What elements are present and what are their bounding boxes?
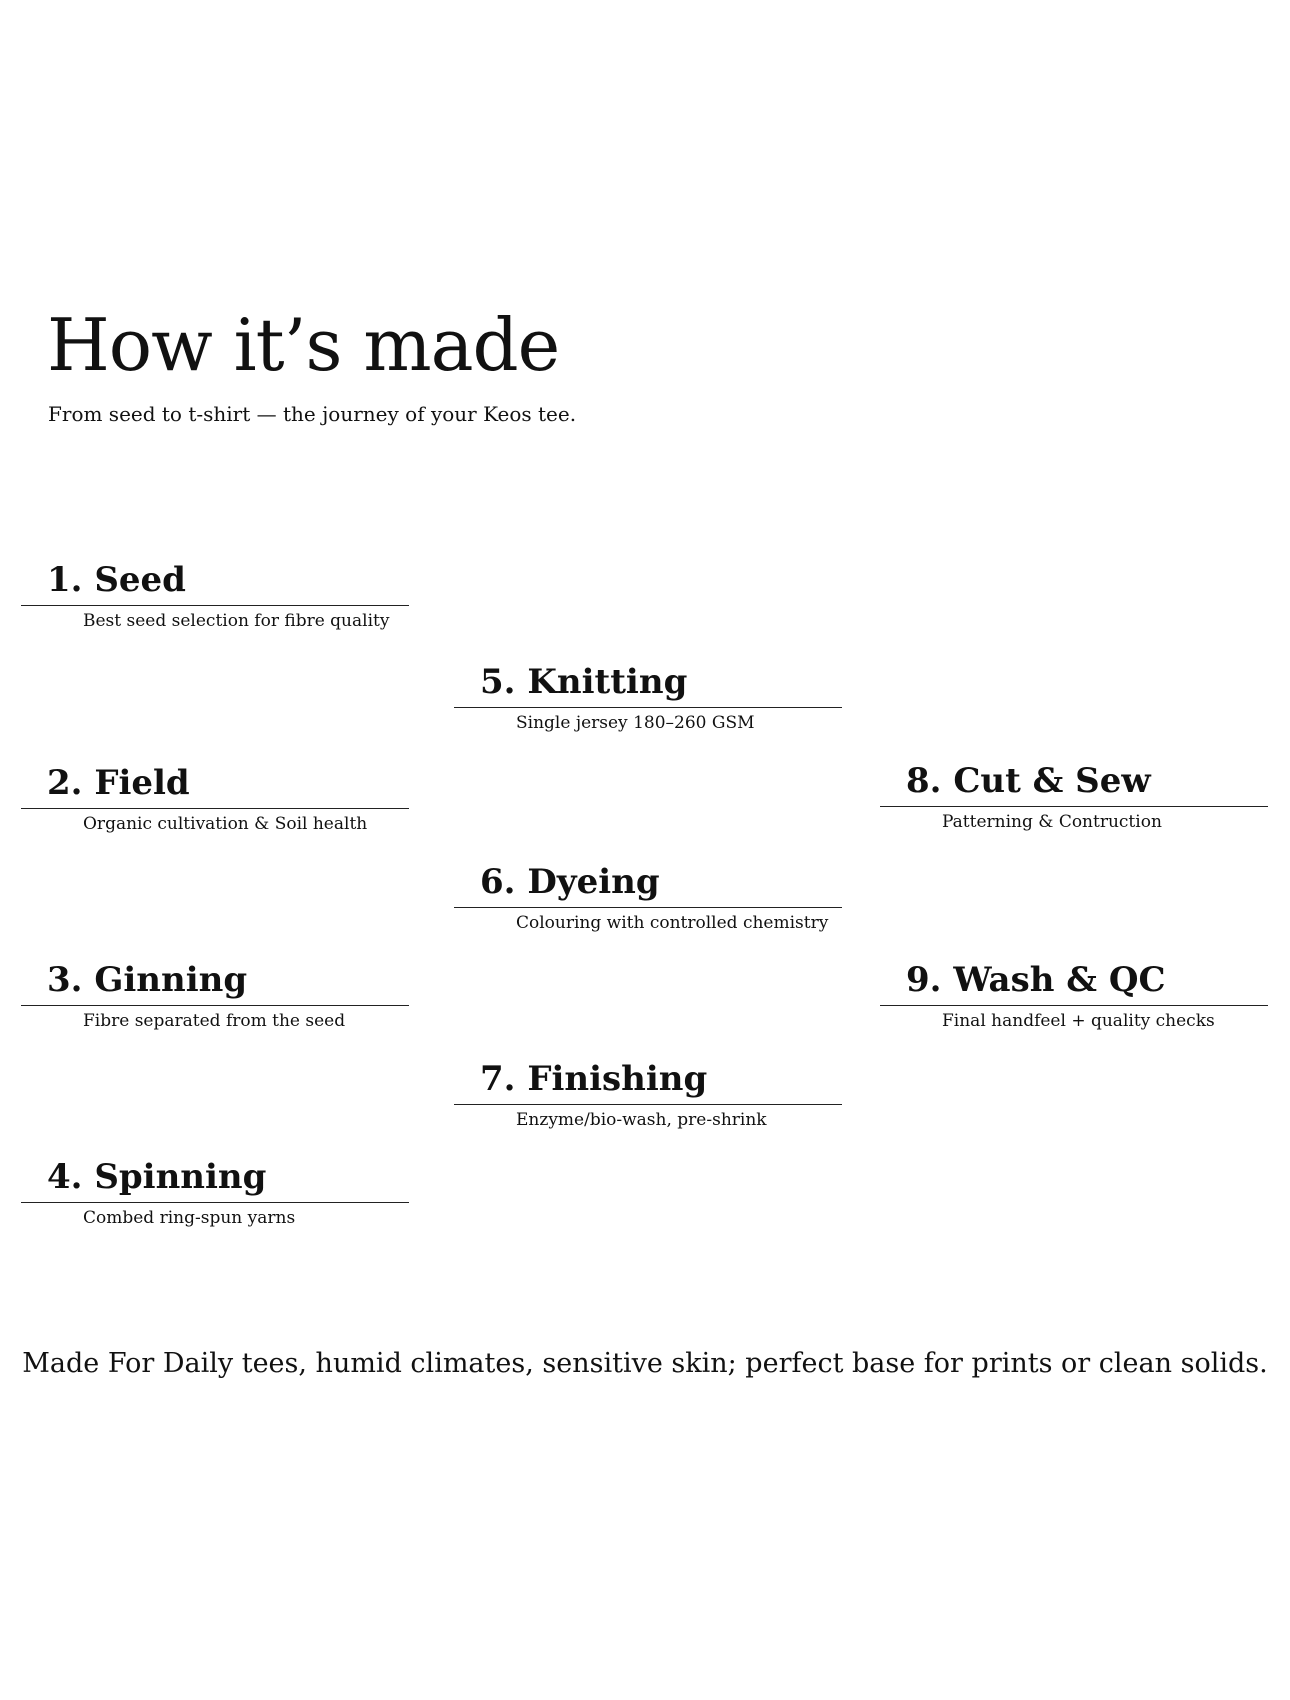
- step-dyeing: [454, 857, 842, 935]
- step-cut-and-sew: [880, 756, 1268, 834]
- page-title: How it’s made: [47, 303, 560, 387]
- step-knitting: [454, 657, 842, 735]
- made-for-statement: Made For Daily tees, humid climates, sensitive skin; perfect base for prints or clean solids.: [22, 1348, 1268, 1379]
- step-description: Combed ring-spun yarns: [83, 1208, 296, 1228]
- step-title: 4. Spinning: [21, 1152, 409, 1203]
- step-finishing: [454, 1054, 842, 1132]
- step-description: Organic cultivation & Soil health: [83, 814, 368, 834]
- step-description: Fibre separated from the seed: [83, 1011, 346, 1031]
- step-title: 5. Knitting: [454, 657, 842, 708]
- step-description: Enzyme/bio-wash, pre-shrink: [516, 1110, 767, 1130]
- step-description: Patterning & Contruction: [942, 812, 1162, 832]
- step-title: 9. Wash & QC: [880, 955, 1268, 1006]
- step-title: 1. Seed: [21, 555, 409, 606]
- step-description: Single jersey 180–260 GSM: [516, 713, 755, 733]
- step-description: Best seed selection for fibre quality: [83, 611, 390, 631]
- step-title: 2. Field: [21, 758, 409, 809]
- step-description: Final handfeel + quality checks: [942, 1011, 1215, 1031]
- step-title: 7. Finishing: [454, 1054, 842, 1105]
- step-spinning: [21, 1152, 409, 1230]
- step-field: [21, 758, 409, 836]
- step-seed: [21, 555, 409, 633]
- step-ginning: [21, 955, 409, 1033]
- step-title: 3. Ginning: [21, 955, 409, 1006]
- page-subtitle: From seed to t-shirt — the journey of your Keos tee.: [48, 402, 577, 426]
- step-title: 6. Dyeing: [454, 857, 842, 908]
- step-wash-and-qc: [880, 955, 1268, 1033]
- step-description: Colouring with controlled chemistry: [516, 913, 829, 933]
- step-title: 8. Cut & Sew: [880, 756, 1268, 807]
